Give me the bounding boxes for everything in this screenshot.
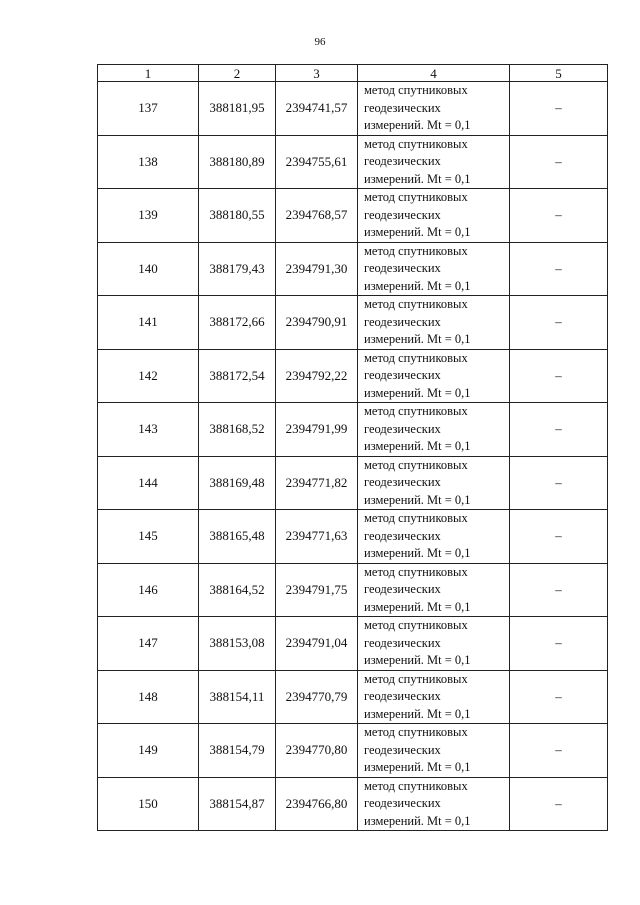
y-coordinate-cell: 2394791,04	[276, 617, 358, 671]
method-cell	[358, 777, 510, 831]
y-coordinate-cell: 2394790,91	[276, 296, 358, 350]
table-row	[98, 189, 608, 243]
note-cell: –	[510, 135, 608, 189]
method-line: геодезических	[364, 742, 441, 757]
method-line: измерений. Mt = 0,1	[364, 653, 471, 667]
y-coordinate-cell: 2394768,57	[276, 189, 358, 243]
method-line: геодезических	[364, 100, 441, 115]
method-line: измерений. Mt = 0,1	[364, 760, 471, 774]
method-cell	[358, 135, 510, 189]
method-line: геодезических	[364, 261, 441, 275]
note-cell: –	[510, 456, 608, 510]
method-line: метод спутниковых	[364, 457, 468, 472]
method-cell	[358, 189, 510, 243]
method-line: геодезических	[364, 635, 441, 650]
method-line: геодезических	[364, 475, 441, 489]
table-row	[98, 403, 608, 457]
method-line: геодезических	[364, 689, 441, 703]
x-coordinate-cell: 388154,11	[199, 670, 276, 724]
x-coordinate-cell: 388164,52	[199, 563, 276, 617]
point-number-cell: 146	[98, 563, 199, 617]
y-coordinate-cell: 2394791,99	[276, 403, 358, 457]
x-coordinate-cell: 388153,08	[199, 617, 276, 671]
method-line: измерений. Mt = 0,1	[364, 439, 471, 453]
method-line: геодезических	[364, 421, 441, 436]
method-cell	[358, 403, 510, 457]
note-cell: –	[510, 242, 608, 296]
method-cell	[358, 349, 510, 403]
method-cell	[358, 456, 510, 510]
note-cell: –	[510, 189, 608, 243]
table-row	[98, 670, 608, 724]
method-line: метод спутниковых	[364, 83, 468, 97]
note-cell: –	[510, 724, 608, 778]
method-cell	[358, 617, 510, 671]
method-line: измерений. Mt = 0,1	[364, 118, 471, 132]
page-number: 96	[314, 36, 326, 48]
y-coordinate-cell: 2394766,80	[276, 777, 358, 831]
table-header	[98, 65, 608, 82]
point-number-cell: 147	[98, 617, 199, 671]
point-number-cell: 148	[98, 670, 199, 724]
method-cell	[358, 724, 510, 778]
point-number-cell: 140	[98, 242, 199, 296]
method-line: метод спутниковых	[364, 564, 468, 579]
method-cell	[358, 82, 510, 136]
header-row	[98, 65, 608, 82]
note-cell: –	[510, 403, 608, 457]
header-col-4: 4	[358, 65, 510, 82]
table-row	[98, 777, 608, 831]
note-cell: –	[510, 777, 608, 831]
method-line: метод спутниковых	[364, 404, 468, 418]
method-line: метод спутниковых	[364, 297, 468, 311]
point-number-cell: 143	[98, 403, 199, 457]
point-number-cell: 141	[98, 296, 199, 350]
table-row	[98, 510, 608, 564]
note-cell: –	[510, 296, 608, 350]
note-cell: –	[510, 563, 608, 617]
method-line: геодезических	[364, 154, 441, 168]
header-col-5: 5	[510, 65, 608, 82]
method-line: метод спутниковых	[364, 243, 468, 258]
table-row	[98, 617, 608, 671]
y-coordinate-cell: 2394771,82	[276, 456, 358, 510]
x-coordinate-cell: 388180,89	[199, 135, 276, 189]
coordinates-table	[97, 64, 608, 831]
method-line: метод спутниковых	[364, 618, 468, 632]
method-line: измерений. Mt = 0,1	[364, 546, 471, 560]
table-row	[98, 563, 608, 617]
point-number-cell: 139	[98, 189, 199, 243]
table-row	[98, 242, 608, 296]
x-coordinate-cell: 388180,55	[199, 189, 276, 243]
note-cell: –	[510, 82, 608, 136]
note-cell: –	[510, 670, 608, 724]
method-cell	[358, 563, 510, 617]
y-coordinate-cell: 2394770,79	[276, 670, 358, 724]
note-cell: –	[510, 617, 608, 671]
point-number-cell: 137	[98, 82, 199, 136]
method-line: геодезических	[364, 582, 441, 596]
method-line: метод спутниковых	[364, 778, 468, 793]
point-number-cell: 142	[98, 349, 199, 403]
table-row	[98, 296, 608, 350]
method-line: метод спутниковых	[364, 511, 468, 525]
note-cell: –	[510, 510, 608, 564]
method-line: измерений. Mt = 0,1	[364, 492, 471, 507]
method-cell	[358, 296, 510, 350]
method-line: измерений. Mt = 0,1	[364, 385, 471, 400]
header-col-2: 2	[199, 65, 276, 82]
table-row	[98, 456, 608, 510]
note-cell: –	[510, 349, 608, 403]
method-line: метод спутниковых	[364, 671, 468, 686]
method-line: геодезических	[364, 796, 441, 810]
method-line: измерений. Mt = 0,1	[364, 332, 471, 346]
method-line: измерений. Mt = 0,1	[364, 813, 471, 828]
x-coordinate-cell: 388168,52	[199, 403, 276, 457]
x-coordinate-cell: 388172,54	[199, 349, 276, 403]
method-line: измерений. Mt = 0,1	[364, 599, 471, 614]
method-line: геодезических	[364, 207, 441, 222]
method-line: измерений. Mt = 0,1	[364, 171, 471, 186]
method-cell	[358, 670, 510, 724]
y-coordinate-cell: 2394792,22	[276, 349, 358, 403]
point-number-cell: 150	[98, 777, 199, 831]
y-coordinate-cell: 2394771,63	[276, 510, 358, 564]
method-line: измерений. Mt = 0,1	[364, 278, 471, 293]
method-line: геодезических	[364, 368, 441, 382]
x-coordinate-cell: 388179,43	[199, 242, 276, 296]
table-row	[98, 349, 608, 403]
method-cell	[358, 242, 510, 296]
x-coordinate-cell: 388172,66	[199, 296, 276, 350]
y-coordinate-cell: 2394791,75	[276, 563, 358, 617]
header-col-3: 3	[276, 65, 358, 82]
point-number-cell: 138	[98, 135, 199, 189]
point-number-cell: 145	[98, 510, 199, 564]
method-cell	[358, 510, 510, 564]
method-line: геодезических	[364, 314, 441, 329]
y-coordinate-cell: 2394770,80	[276, 724, 358, 778]
method-line: метод спутниковых	[364, 136, 468, 151]
method-line: метод спутниковых	[364, 350, 468, 365]
table-row	[98, 82, 608, 136]
point-number-cell: 149	[98, 724, 199, 778]
method-line: метод спутниковых	[364, 725, 468, 739]
method-line: геодезических	[364, 528, 441, 543]
y-coordinate-cell: 2394791,30	[276, 242, 358, 296]
x-coordinate-cell: 388154,79	[199, 724, 276, 778]
x-coordinate-cell: 388165,48	[199, 510, 276, 564]
y-coordinate-cell: 2394741,57	[276, 82, 358, 136]
table-row	[98, 135, 608, 189]
x-coordinate-cell: 388181,95	[199, 82, 276, 136]
x-coordinate-cell: 388169,48	[199, 456, 276, 510]
method-line: измерений. Mt = 0,1	[364, 706, 471, 721]
y-coordinate-cell: 2394755,61	[276, 135, 358, 189]
header-col-1: 1	[98, 65, 199, 82]
point-number-cell: 144	[98, 456, 199, 510]
method-line: метод спутниковых	[364, 190, 468, 204]
table-row	[98, 724, 608, 778]
table-body	[98, 82, 608, 831]
method-line: измерений. Mt = 0,1	[364, 225, 471, 239]
x-coordinate-cell: 388154,87	[199, 777, 276, 831]
